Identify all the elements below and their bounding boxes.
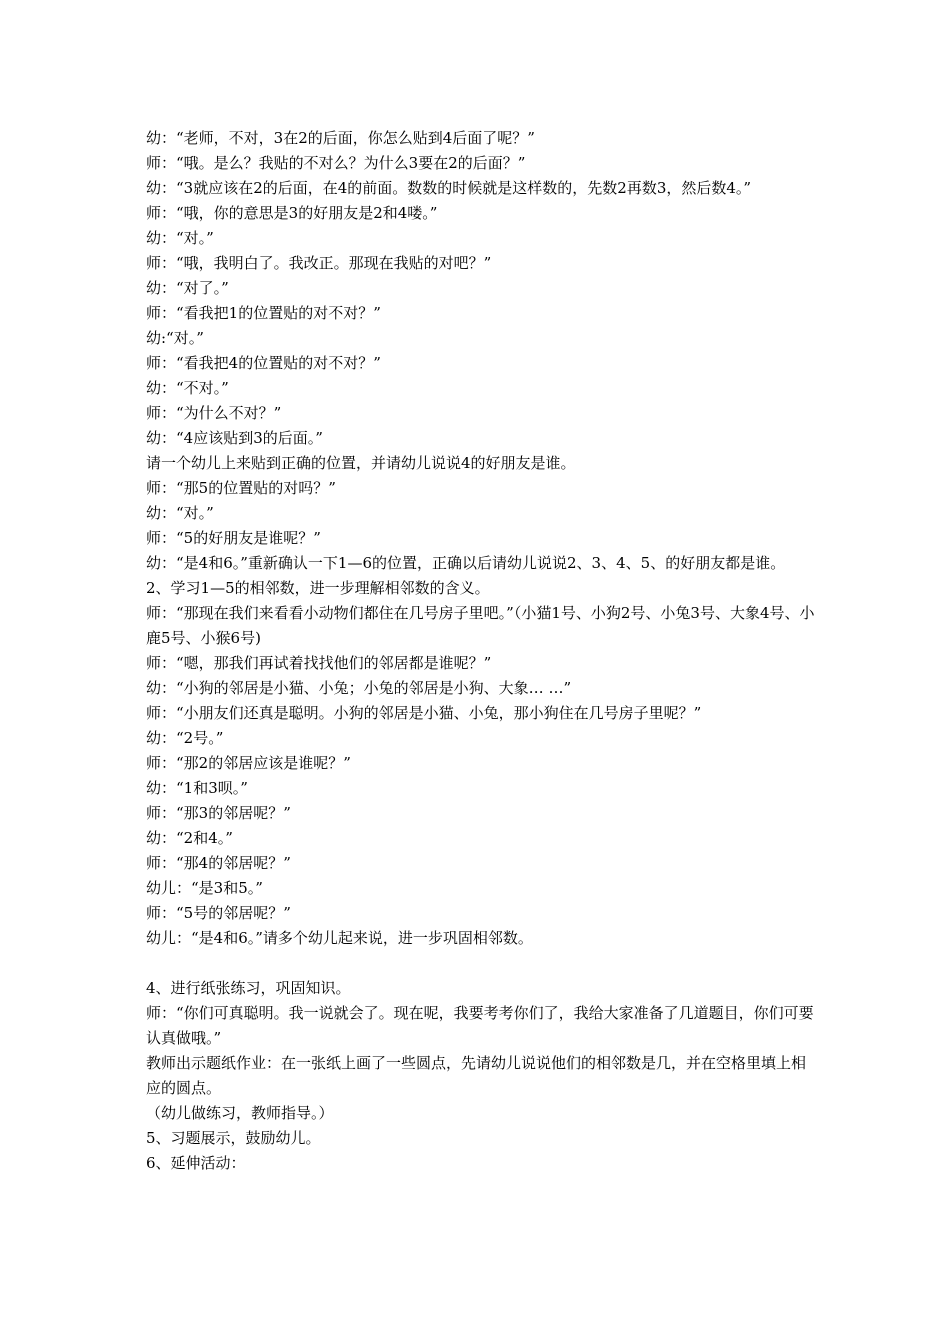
dialogue-line: 幼：“老师，不对，3在2的后面，你怎么贴到4后面了呢？” bbox=[146, 129, 535, 147]
dialogue-line: 幼：“小狗的邻居是小猫、小兔；小兔的邻居是小狗、大象… …” bbox=[146, 679, 572, 697]
dialogue-line: 幼：“对。” bbox=[146, 504, 214, 522]
section-heading: 2、学习1—5的相邻数，进一步理解相邻数的含义。 bbox=[146, 579, 490, 597]
dialogue-line: 师：“你们可真聪明。我一说就会了。现在呢，我要考考你们了，我给大家准备了几道题目，你们可要认真做哦。” bbox=[146, 1004, 814, 1047]
dialogue-line: 师：“看我把1的位置贴的对不对？” bbox=[146, 304, 381, 322]
document-body bbox=[146, 126, 816, 1176]
dialogue-line: 幼：“对了。” bbox=[146, 279, 229, 297]
dialogue-line: 幼儿：“是4和6。”请多个幼儿起来说，进一步巩固相邻数。 bbox=[146, 929, 533, 947]
dialogue-line: 师：“5号的邻居呢？” bbox=[146, 904, 291, 922]
dialogue-line: 师：“为什么不对？” bbox=[146, 404, 282, 422]
dialogue-line: 幼：“2号。” bbox=[146, 729, 224, 747]
dialogue-line: 师：“那5的位置贴的对吗？” bbox=[146, 479, 336, 497]
dialogue-line: 幼：“不对。” bbox=[146, 379, 229, 397]
dialogue-line: 师：“小朋友们还真是聪明。小狗的邻居是小猫、小兔，那小狗住在几号房子里呢？” bbox=[146, 704, 702, 722]
dialogue-line: 幼：“1和3呗。” bbox=[146, 779, 248, 797]
dialogue-line: 师：“那4的邻居呢？” bbox=[146, 854, 291, 872]
dialogue-line: 师：“那2的邻居应该是谁呢？” bbox=[146, 754, 351, 772]
section-heading: 5、习题展示，鼓励幼儿。 bbox=[146, 1129, 321, 1147]
dialogue-line: 幼：“是4和6。”重新确认一下1—6的位置，正确以后请幼儿说说2、3、4、5、的好朋友都是谁。 bbox=[146, 554, 786, 572]
dialogue-line: 师：“哦，我明白了。我改正。那现在我贴的对吧？” bbox=[146, 254, 492, 272]
dialogue-line: 幼：“2和4。” bbox=[146, 829, 233, 847]
dialogue-line: 幼：“对。” bbox=[146, 229, 214, 247]
narration-line: （幼儿做练习，教师指导。） bbox=[146, 1104, 334, 1122]
dialogue-line: 师：“哦，你的意思是3的好朋友是2和4喽。” bbox=[146, 204, 438, 222]
dialogue-line: 幼儿：“是3和5。” bbox=[146, 879, 263, 897]
section-heading: 6、延伸活动： bbox=[146, 1154, 246, 1172]
dialogue-line: 师：“5的好朋友是谁呢？” bbox=[146, 529, 321, 547]
dialogue-line: 师：“嗯，那我们再试着找找他们的邻居都是谁呢？” bbox=[146, 654, 492, 672]
dialogue-line: 师：“哦。是么？我贴的不对么？为什么3要在2的后面？” bbox=[146, 154, 526, 172]
narration-line: 教师出示题纸作业：在一张纸上画了一些圆点，先请幼儿说说他们的相邻数是几，并在空格里填上相应的圆点。 bbox=[146, 1054, 807, 1097]
dialogue-line: 幼：“4应该贴到3的后面。” bbox=[146, 429, 323, 447]
dialogue-line: 幼:“对。” bbox=[146, 329, 204, 347]
dialogue-line: 幼：“3就应该在2的后面，在4的前面。数数的时候就是这样数的，先数2再数3，然后数4。” bbox=[146, 179, 752, 197]
narration-line: 请一个幼儿上来贴到正确的位置，并请幼儿说说4的好朋友是谁。 bbox=[146, 454, 576, 472]
dialogue-line: 师：“那现在我们来看看小动物们都住在几号房子里吧。”（小猫1号、小狗2号、小兔3号、大象4号、小鹿5号、小猴6号) bbox=[146, 604, 815, 647]
dialogue-line: 师：“那3的邻居呢？” bbox=[146, 804, 291, 822]
section-heading: 4、进行纸张练习，巩固知识。 bbox=[146, 979, 351, 997]
dialogue-line: 师：“看我把4的位置贴的对不对？” bbox=[146, 354, 381, 372]
blank-line bbox=[146, 951, 816, 976]
